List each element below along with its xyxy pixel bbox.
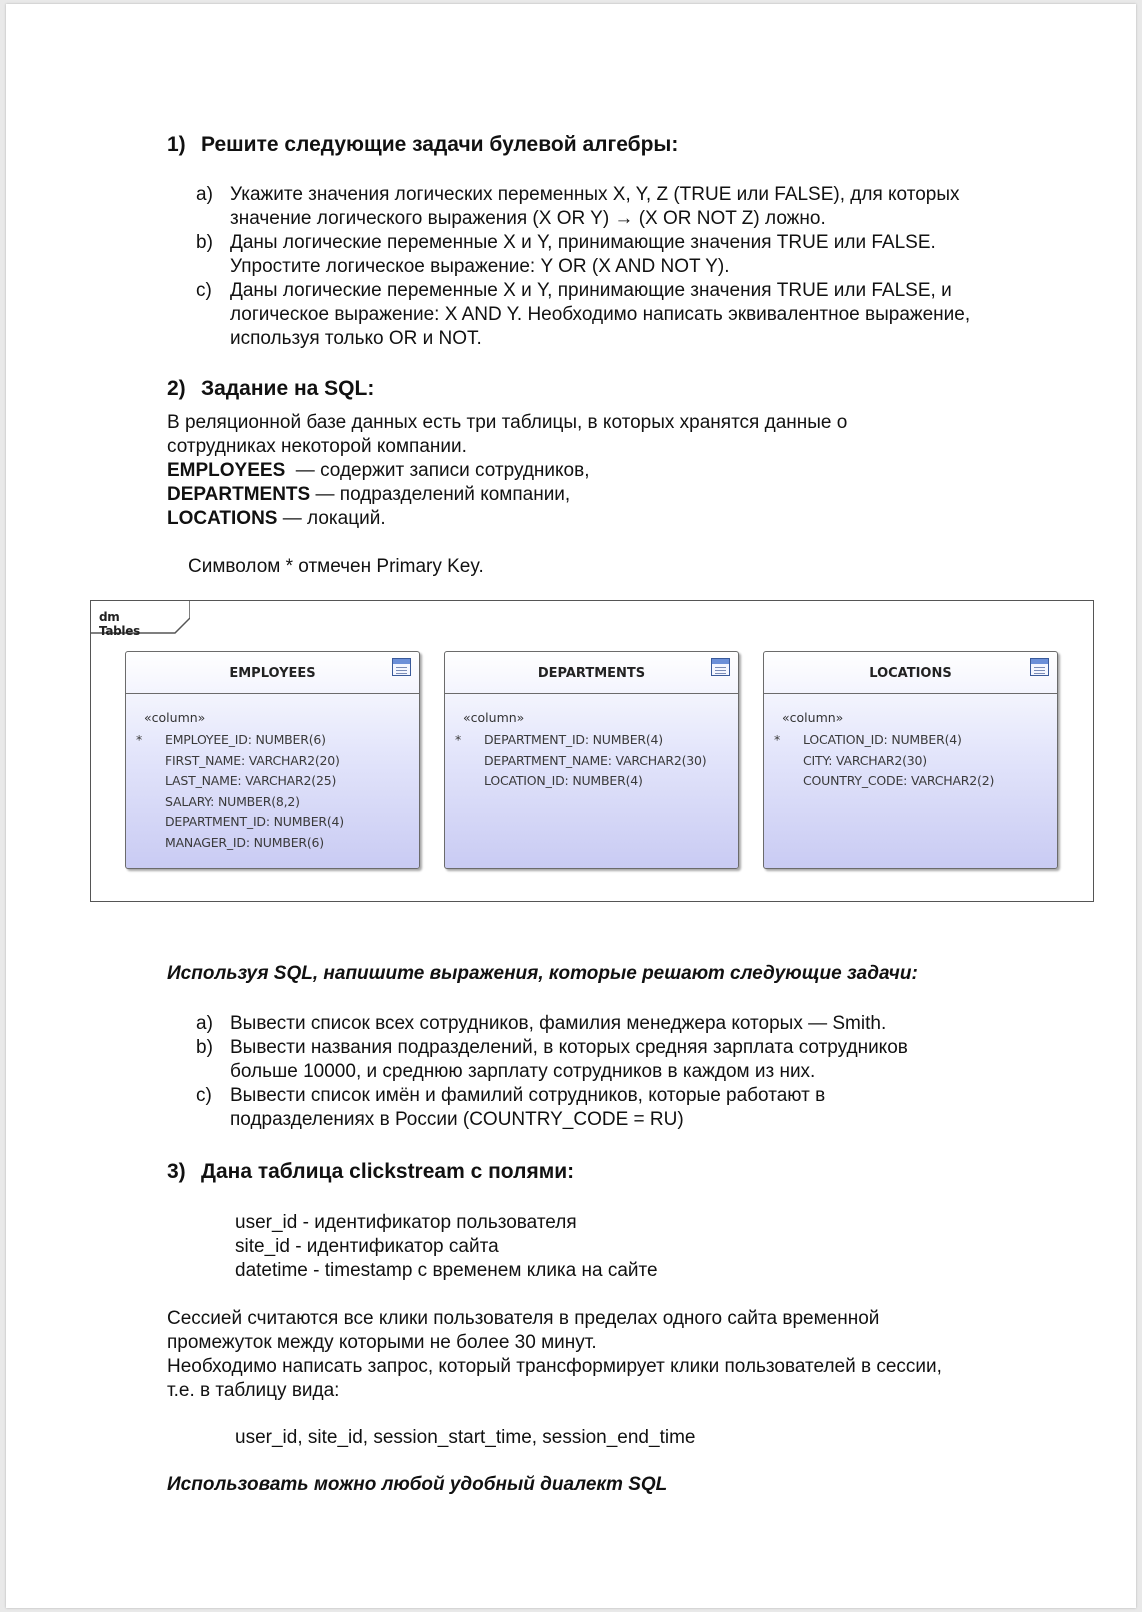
column-definition: COUNTRY_CODE: VARCHAR2(2) bbox=[803, 773, 995, 788]
column-definition: LAST_NAME: VARCHAR2(25) bbox=[165, 773, 337, 788]
list-item-line: Даны логические переменные X и Y, принимающие значения TRUE или FALSE. bbox=[230, 232, 936, 253]
list-item bbox=[196, 1084, 1076, 1132]
table-desc-name: DEPARTMENTS bbox=[167, 484, 311, 505]
column-stereotype: «column» bbox=[144, 710, 206, 725]
section-1-heading bbox=[167, 133, 678, 157]
diagram-frame-label: dm Tables bbox=[99, 610, 140, 638]
section-3-heading bbox=[167, 1160, 574, 1184]
section-3-title: Дана таблица clickstream с полями: bbox=[201, 1160, 575, 1183]
section-2-title: Задание на SQL: bbox=[201, 377, 375, 400]
primary-key-marker bbox=[136, 833, 165, 854]
primary-key-marker bbox=[136, 792, 165, 813]
table-desc-departments bbox=[167, 483, 1067, 507]
list-marker: a) bbox=[196, 1013, 213, 1034]
list-item-line: Даны логические переменные X и Y, принимающие значения TRUE или FALSE, и bbox=[230, 280, 952, 301]
column-stereotype: «column» bbox=[463, 710, 525, 725]
list-item bbox=[196, 183, 1076, 231]
section-1-list bbox=[196, 183, 1076, 351]
list-item bbox=[196, 279, 1076, 351]
column-definition: LOCATION_ID: NUMBER(4) bbox=[484, 773, 643, 788]
para-line: Необходимо написать запрос, который трансформирует клики пользователей в сессии, bbox=[167, 1356, 942, 1377]
column-stereotype: «column» bbox=[782, 710, 844, 725]
column-row bbox=[136, 812, 344, 833]
table-icon bbox=[711, 658, 730, 676]
er-table-departments bbox=[444, 651, 739, 869]
section-3-number: 3) bbox=[167, 1160, 186, 1183]
table-desc-text: — подразделений компании, bbox=[310, 484, 571, 505]
column-list bbox=[774, 730, 994, 792]
table-desc-locations bbox=[167, 507, 1067, 531]
list-item-text bbox=[230, 1036, 1076, 1084]
list-item-line: Вывести список всех сотрудников, фамилия менеджера которых — Smith. bbox=[230, 1013, 887, 1034]
list-item-text bbox=[230, 1012, 1076, 1036]
list-item-line: используя только OR и NOT. bbox=[230, 328, 482, 349]
column-row bbox=[455, 730, 706, 751]
list-item bbox=[196, 1036, 1076, 1084]
column-definition: LOCATION_ID: NUMBER(4) bbox=[803, 732, 962, 747]
column-row bbox=[774, 771, 994, 792]
column-list bbox=[455, 730, 706, 792]
er-table-title: LOCATIONS bbox=[764, 652, 1057, 694]
list-item-line: Вывести названия подразделений, в которых средняя зарплата сотрудников bbox=[230, 1037, 908, 1058]
list-marker: a) bbox=[196, 184, 213, 205]
section-1-title: Решите следующие задачи булевой алгебры: bbox=[201, 133, 679, 156]
primary-key-marker: * bbox=[136, 732, 143, 747]
sql-task-heading: Используя SQL, напишите выражения, которые решают следующие задачи: bbox=[167, 963, 918, 984]
list-item-text bbox=[230, 279, 1076, 351]
list-item-line: подразделениях в России (COUNTRY_CODE = RU) bbox=[230, 1109, 684, 1130]
list-item-line: Вывести список имён и фамилий сотрудников, которые работают в bbox=[230, 1085, 826, 1106]
primary-key-marker bbox=[455, 771, 484, 792]
column-row bbox=[455, 771, 706, 792]
column-definition: EMPLOYEE_ID: NUMBER(6) bbox=[165, 732, 326, 747]
column-definition: DEPARTMENT_ID: NUMBER(4) bbox=[165, 814, 344, 829]
er-table-employees bbox=[125, 651, 420, 869]
table-desc-name: EMPLOYEES bbox=[167, 460, 286, 481]
primary-key-marker bbox=[774, 751, 803, 772]
table-desc-text: — локаций. bbox=[277, 508, 386, 529]
list-item-line: Укажите значения логических переменных X, Y, Z (TRUE или FALSE), для которых bbox=[230, 184, 960, 205]
column-row bbox=[455, 751, 706, 772]
section-2-intro bbox=[167, 411, 1067, 531]
table-icon bbox=[1030, 658, 1049, 676]
list-item-line: логическое выражение: X AND Y. Необходимо написать эквивалентное выражение, bbox=[230, 304, 971, 325]
column-row bbox=[136, 771, 344, 792]
list-item-line: больше 10000, и среднюю зарплату сотрудников в каждом из них. bbox=[230, 1061, 816, 1082]
list-marker: b) bbox=[196, 1037, 213, 1058]
list-item-line: значение логического выражения (X OR Y) → (X OR NOT Z) ложно. bbox=[230, 208, 826, 229]
column-definition: MANAGER_ID: NUMBER(6) bbox=[165, 834, 324, 850]
column-row bbox=[774, 730, 994, 751]
pk-note: Символом * отмечен Primary Key. bbox=[188, 556, 484, 577]
list-item-text bbox=[230, 183, 1076, 231]
intro-line-1: В реляционной базе данных есть три таблицы, в которых хранятся данные о bbox=[167, 412, 848, 433]
para-line: Сессией считаются все клики пользователя в пределах одного сайта временной bbox=[167, 1308, 880, 1329]
field-datetime: datetime - timestamp с временем клика на сайте bbox=[235, 1260, 658, 1281]
para-line: промежуток между которыми не более 30 минут. bbox=[167, 1332, 597, 1353]
primary-key-marker bbox=[455, 751, 484, 772]
sql-task-list bbox=[196, 1012, 1076, 1132]
column-row bbox=[136, 792, 344, 813]
field-site-id: site_id - идентификатор сайта bbox=[235, 1236, 499, 1257]
table-icon bbox=[392, 658, 411, 676]
list-item-text bbox=[230, 1084, 1076, 1132]
section-2-number: 2) bbox=[167, 377, 186, 400]
column-definition: DEPARTMENT_ID: NUMBER(4) bbox=[484, 732, 663, 747]
column-row bbox=[136, 730, 344, 751]
primary-key-marker bbox=[136, 771, 165, 792]
list-item-line: Упростите логическое выражение: Y OR (X AND NOT Y). bbox=[230, 256, 730, 277]
para-line: т.е. в таблицу вида: bbox=[167, 1380, 340, 1401]
result-columns: user_id, site_id, session_start_time, session_end_time bbox=[235, 1427, 696, 1448]
list-marker: c) bbox=[196, 1085, 212, 1106]
table-desc-employees bbox=[167, 459, 1067, 483]
column-definition: SALARY: NUMBER(8,2) bbox=[165, 793, 300, 809]
column-row bbox=[774, 751, 994, 772]
primary-key-marker bbox=[136, 751, 165, 772]
column-definition: CITY: VARCHAR2(30) bbox=[803, 752, 927, 768]
column-definition: DEPARTMENT_NAME: VARCHAR2(30) bbox=[484, 752, 707, 768]
dialect-note: Использовать можно любой удобный диалект SQL bbox=[167, 1474, 668, 1495]
er-table-title: DEPARTMENTS bbox=[445, 652, 738, 694]
list-item bbox=[196, 1012, 1076, 1036]
table-desc-name: LOCATIONS bbox=[167, 508, 278, 529]
column-definition: FIRST_NAME: VARCHAR2(20) bbox=[165, 752, 340, 768]
column-row bbox=[136, 833, 344, 854]
list-marker: c) bbox=[196, 280, 212, 301]
column-row bbox=[136, 751, 344, 772]
list-item-text bbox=[230, 231, 1076, 279]
section-1-number: 1) bbox=[167, 133, 186, 156]
primary-key-marker bbox=[774, 771, 803, 792]
intro-line-2: сотрудниках некоторой компании. bbox=[167, 436, 467, 457]
er-table-title: EMPLOYEES bbox=[126, 652, 419, 694]
clickstream-fields bbox=[235, 1211, 658, 1283]
primary-key-marker bbox=[136, 812, 165, 833]
primary-key-marker: * bbox=[455, 732, 462, 747]
section-2-heading bbox=[167, 377, 374, 401]
field-user-id: user_id - идентификатор пользователя bbox=[235, 1212, 577, 1233]
list-marker: b) bbox=[196, 232, 213, 253]
session-paragraph bbox=[167, 1307, 1067, 1403]
er-table-locations bbox=[763, 651, 1058, 869]
primary-key-marker: * bbox=[774, 732, 781, 747]
column-list bbox=[136, 730, 344, 853]
list-item bbox=[196, 231, 1076, 279]
table-desc-text: — содержит записи сотрудников, bbox=[285, 460, 590, 481]
